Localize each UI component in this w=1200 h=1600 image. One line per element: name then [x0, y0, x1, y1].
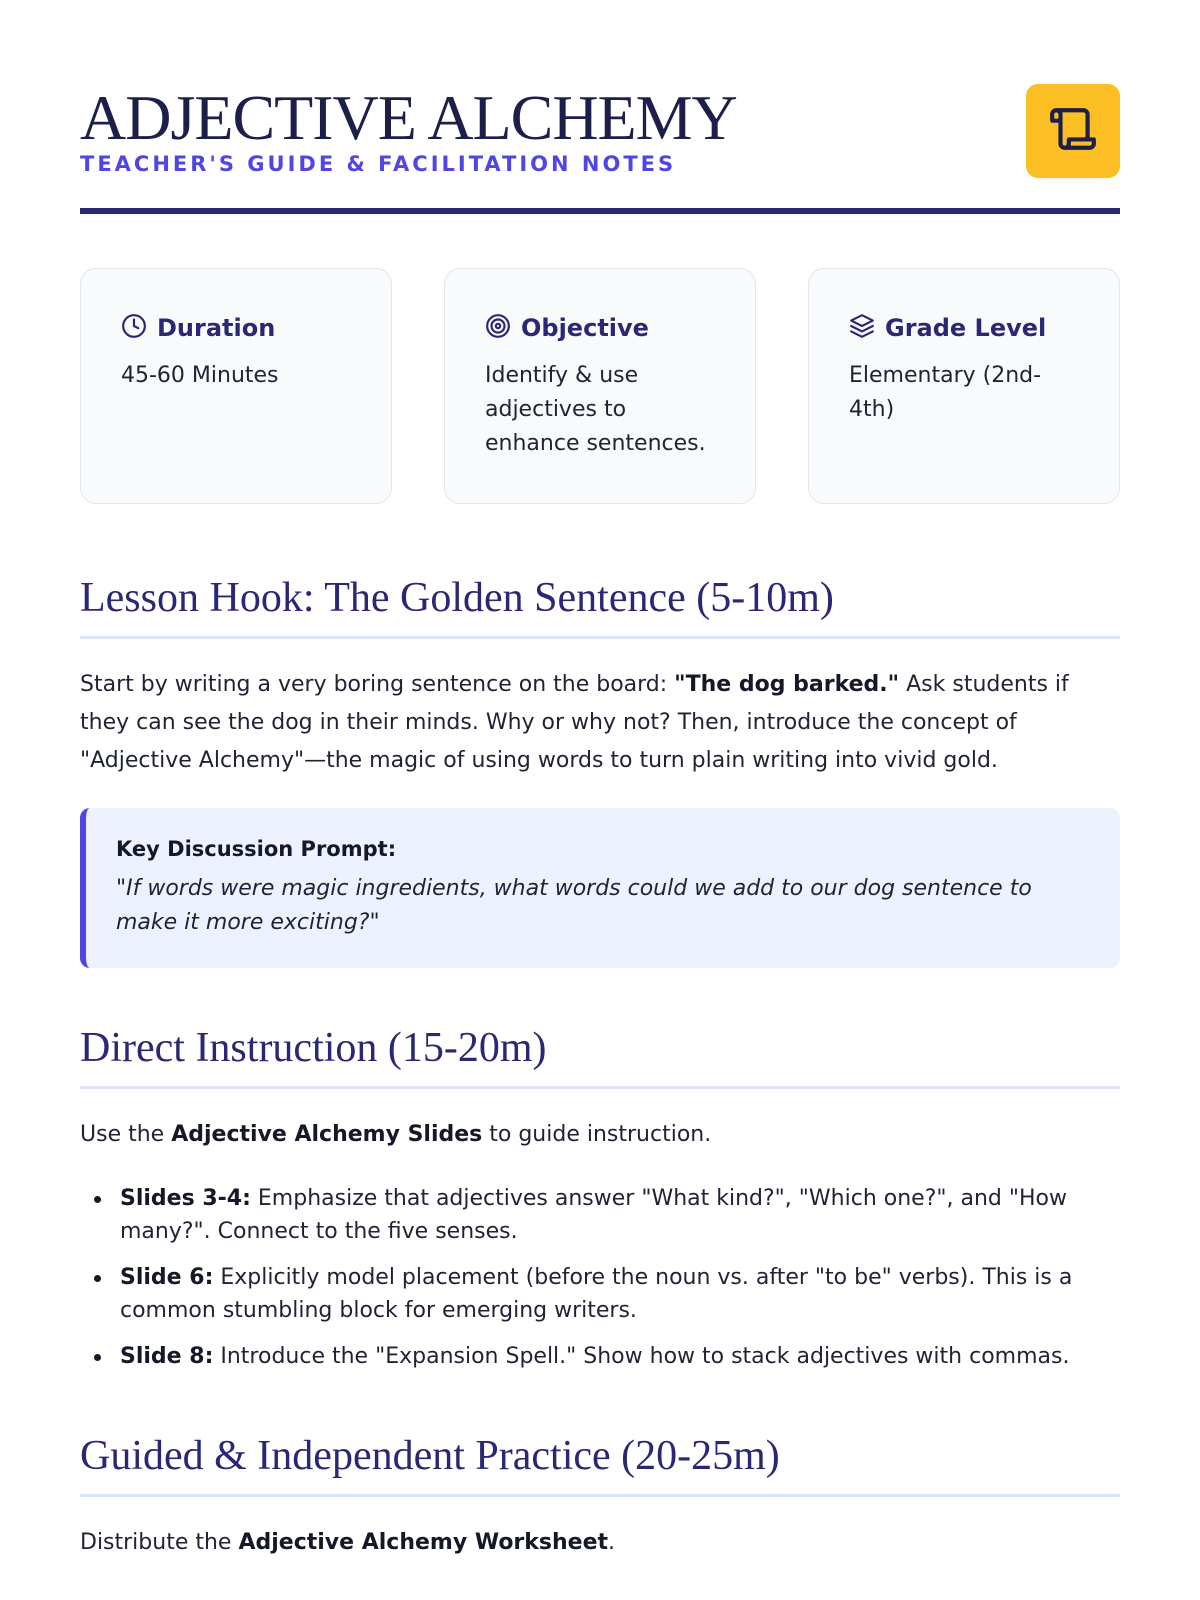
card-title: Grade Level: [885, 314, 1047, 342]
card-title: Duration: [157, 314, 276, 342]
section-divider: [80, 1086, 1120, 1089]
header-divider: [80, 208, 1120, 214]
grade-level-card: [808, 268, 1120, 504]
direct-paragraph: Use the Adjective Alchemy Slides to guide instruction.: [80, 1122, 712, 1147]
card-title: Objective: [521, 314, 649, 342]
layers-icon: [849, 313, 875, 343]
list-item: Slide 6: Explicitly model placement (before the noun vs. after "to be" verbs). This is a common stumbling block for emerging writers.: [80, 1261, 1120, 1327]
callout-text: "If words were magic ingredients, what words could we add to our dog sentence to make it more exciting?": [116, 876, 1032, 935]
practice-paragraph: Distribute the Adjective Alchemy Worksheet.: [80, 1530, 616, 1555]
objective-card: [444, 268, 756, 504]
duration-card: [80, 268, 392, 504]
slides-list: [80, 1182, 1120, 1386]
page-title: ADJECTIVE ALCHEMY: [80, 82, 737, 153]
scroll-icon: [1048, 104, 1098, 158]
section-divider: [80, 1494, 1120, 1497]
page-subtitle: TEACHER'S GUIDE & FACILITATION NOTES: [80, 152, 677, 176]
list-item: Slides 3-4: Emphasize that adjectives answer "What kind?", "Which one?", and "How many?". Connect to the five senses.: [80, 1182, 1120, 1248]
guide-page: [80, 0, 1120, 1600]
section-title-direct: Direct Instruction (15-20m): [80, 1025, 547, 1071]
section-title-practice: Guided & Independent Practice (20-25m): [80, 1433, 780, 1479]
section-divider: [80, 636, 1120, 639]
card-text: Elementary (2nd-4th): [849, 363, 1042, 422]
card-text: Identify & use adjectives to enhance sentences.: [485, 363, 706, 456]
target-icon: [485, 313, 511, 343]
callout-label: Key Discussion Prompt:: [116, 837, 397, 861]
logo-badge: [1026, 84, 1120, 178]
clock-icon: [121, 313, 147, 343]
hook-paragraph: Start by writing a very boring sentence on the board: "The dog barked." Ask students if they can see the dog in their minds. Why or why not? Then, introduce the concept of "Adjective Alchemy"—the magic of using words to turn plain writing into vivid gold.: [80, 672, 1069, 773]
discussion-callout: [80, 808, 1120, 968]
page-header: [80, 84, 1120, 214]
card-text: 45-60 Minutes: [121, 363, 279, 388]
list-item: Slide 8: Introduce the "Expansion Spell." Show how to stack adjectives with commas.: [80, 1340, 1120, 1373]
section-title-hook: Lesson Hook: The Golden Sentence (5-10m): [80, 575, 834, 621]
